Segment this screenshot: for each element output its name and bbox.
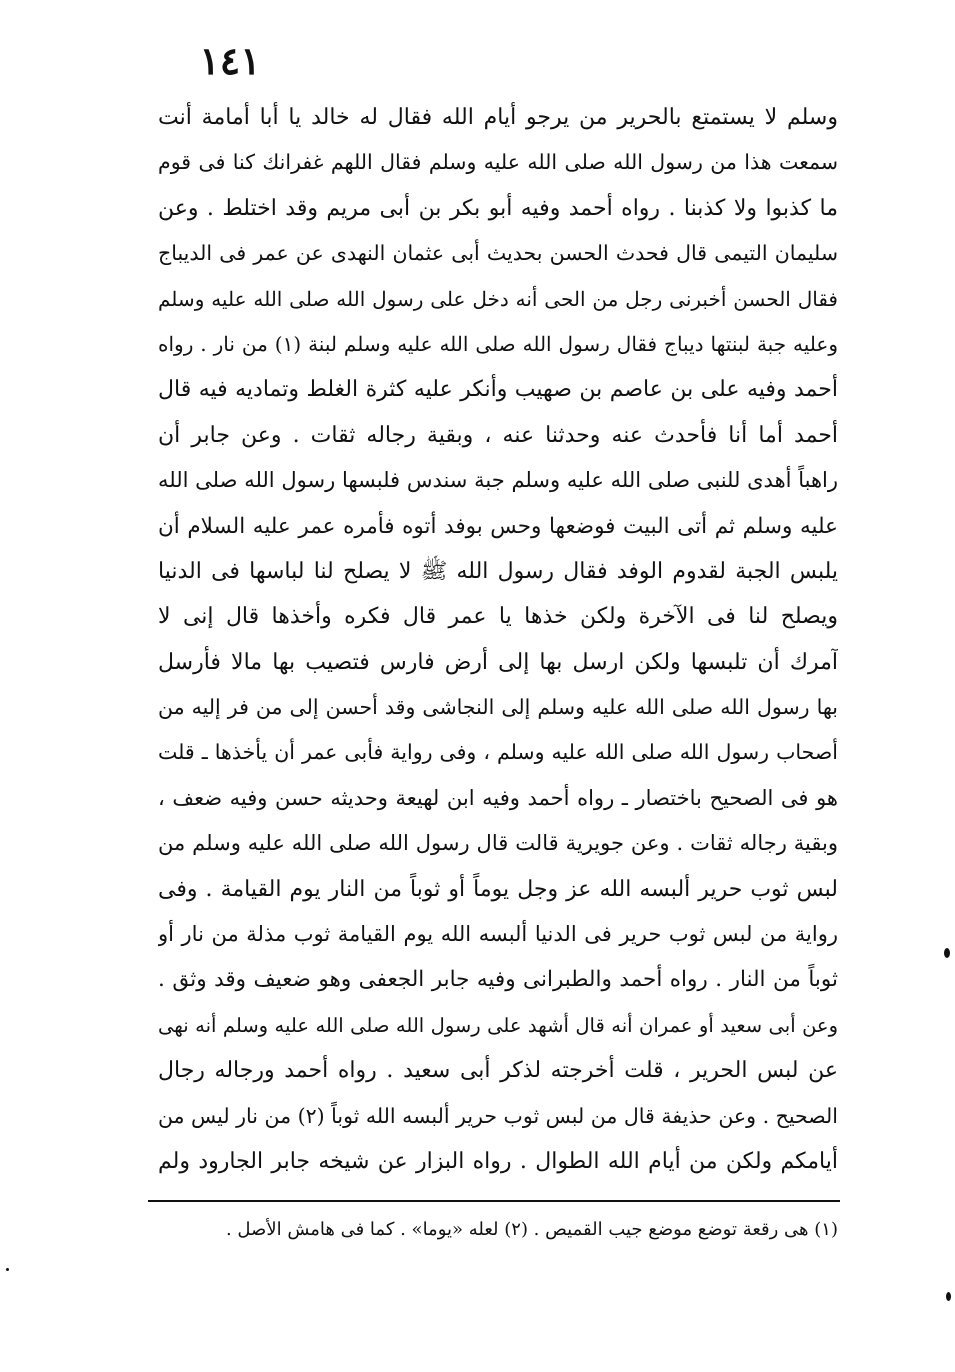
text-line: آمرك أن تلبسها ولكن ارسل بها إلى أرض فارس فتصيب بها مالا فأرسل <box>158 649 838 675</box>
text-line: أيامكم ولكن من أيام الله الطوال . رواه البزار عن شيخه جابر الجارود ولم <box>158 1148 838 1174</box>
text-line: يلبس الجبة لقدوم الوفد فقال رسول الله ﷺ لا يصلح لنا لباسها فى الدنيا <box>158 558 838 584</box>
text-line: سمعت هذا من رسول الله صلى الله عليه وسلم فقال اللهم غفرانك كنا فى قوم <box>158 150 838 175</box>
body-text <box>158 95 838 1184</box>
text-line: ما كذبوا ولا كذبنا . رواه أحمد وفيه أبو بكر بن أبى مريم وقد اختلط . وعن <box>158 195 838 221</box>
text-line: وبقية رجاله ثقات . وعن جويرية قالت قال رسول الله صلى الله عليه وسلم من <box>158 831 838 856</box>
footnote-divider <box>148 1200 840 1202</box>
text-line: فقال الحسن أخبرنى رجل من الحى أنه دخل على رسول الله صلى الله عليه وسلم <box>158 286 838 311</box>
text-line: وسلم لا يستمتع بالحرير من يرجو أيام الله فقال له خالد يا أبا أمامة أنت <box>158 105 838 130</box>
text-line: عن لبس الحرير ، قلت أخرجته لذكر أبى سعيد . رواه أحمد ورجاله رجال <box>158 1058 838 1084</box>
text-line: لبس ثوب حرير ألبسه الله عز وجل يوماً أو ثوباً من النار يوم القيامة . وفى <box>158 876 838 902</box>
text-line: الصحيح . وعن حذيفة قال من لبس ثوب حرير ألبسه الله ثوباً (٢) من نار ليس من <box>158 1103 838 1128</box>
page-number: ١٤١ <box>199 38 261 83</box>
text-line: بها رسول الله صلى الله عليه وسلم إلى النجاشى وقد أحسن إلى من فر إليه من <box>158 695 838 720</box>
text-line: راهباً أهدى للنبى صلى الله عليه وسلم جبة سندس فلبسها رسول الله صلى الله <box>158 468 838 493</box>
text-line: رواية من لبس ثوب حرير فى الدنيا ألبسه الله يوم القيامة ثوب مذلة من نار أو <box>158 922 838 947</box>
text-line: أصحاب رسول الله صلى الله عليه وسلم ، وفى رواية فأبى عمر أن يأخذها ـ قلت <box>158 740 838 765</box>
text-line: ثوباً من النار . رواه أحمد والطبرانى وفيه جابر الجعفى وهو ضعيف وقد وثق . <box>158 967 838 993</box>
text-line: أحمد أما أنا فأحدث عنه وحدثنا عنه ، وبقية رجاله ثقات . وعن جابر أن <box>158 422 838 448</box>
margin-speck <box>946 1292 951 1301</box>
text-line: ويصلح لنا فى الآخرة ولكن خذها يا عمر قال فكره وأخذها قال إنى لا <box>158 604 838 630</box>
footnote: (١) هى رقعة توضع موضع جيب القميص . (٢) لعله «يوما» . كما فى هامش الأصل . <box>225 1219 838 1240</box>
margin-speck <box>944 948 950 958</box>
text-line: وعليه جبة لبنتها ديباج فقال رسول الله صلى الله عليه وسلم لبنة (١) من نار . رواه <box>158 331 838 356</box>
text-line: عليه وسلم ثم أتى البيت فوضعها وحس بوفد أتوه فأمره عمر عليه السلام أن <box>158 513 838 539</box>
text-line: هو فى الصحيح باختصار ـ رواه أحمد وفيه ابن لهيعة وحديثه حسن وفيه ضعف ، <box>158 785 838 810</box>
text-line: سليمان التيمى قال فحدث الحسن بحديث أبى عثمان النهدى عن عمر فى الديباج <box>158 241 838 266</box>
text-line: وعن أبى سعيد أو عمران أنه قال أشهد على رسول الله صلى الله عليه وسلم أنه نهى <box>158 1013 838 1037</box>
margin-speck <box>6 1268 9 1271</box>
text-line: أحمد وفيه على بن عاصم بن صهيب وأنكر عليه كثرة الغلط وتماديه فيه قال <box>158 377 838 403</box>
